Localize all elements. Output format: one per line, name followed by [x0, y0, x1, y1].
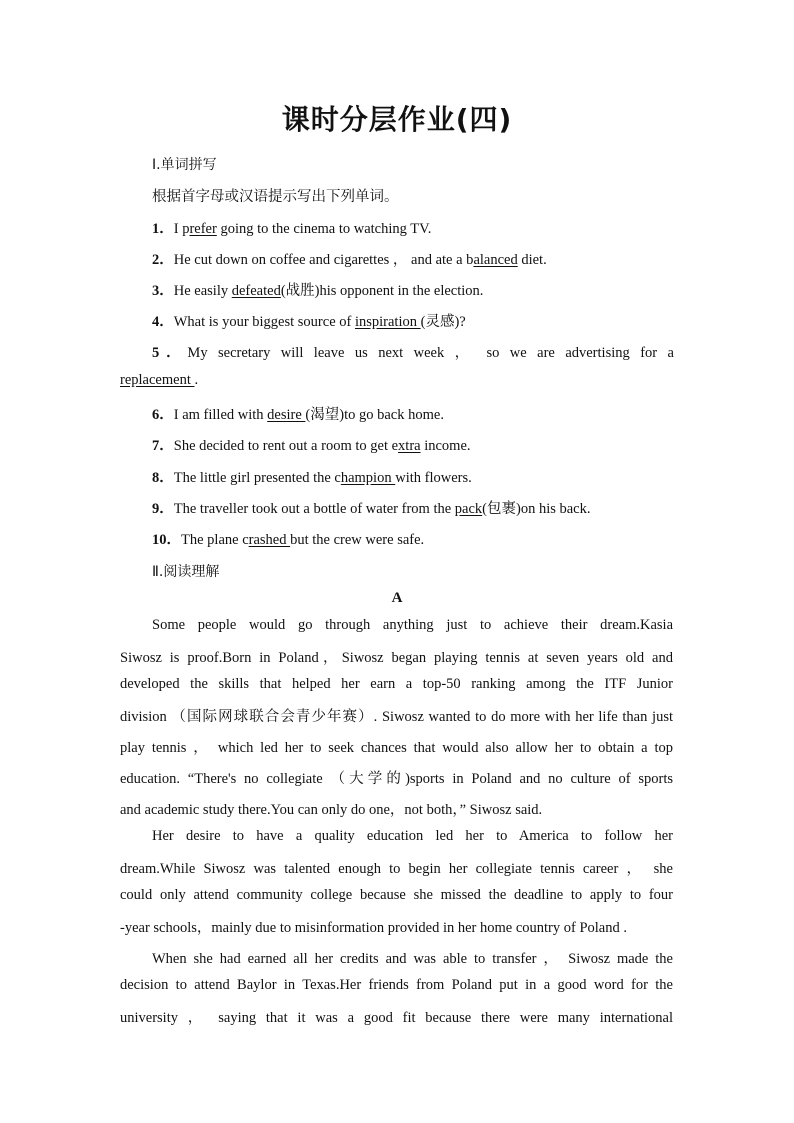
item-number: 4．	[152, 314, 174, 330]
item-text-tail: (渴望)to go back home.	[305, 407, 444, 423]
passage-line: Some people would go through anything just to achieve their dream.Kasia	[152, 617, 673, 633]
passage-line: university ， saying that it was a good fit because there were many international	[120, 1010, 673, 1026]
item-text: She decided to rent out a room to get e	[173, 438, 399, 454]
passage-label: A	[391, 590, 403, 606]
passage-line: division （国际网球联合会青少年赛）. Siwosz wanted to do more with her life than just	[120, 709, 673, 725]
item-answer: pack	[454, 501, 483, 517]
section1-heading: Ⅰ.单词拼写	[152, 157, 217, 173]
item-text: He cut down on coffee and cigarettes ， and ate a b	[173, 252, 474, 268]
vocab-item	[152, 466, 472, 487]
vocab-item	[152, 217, 431, 238]
item-text: The plane c	[181, 532, 249, 548]
item-text: What is your biggest source of	[173, 314, 355, 330]
item-text-tail: (灵感)?	[420, 314, 466, 330]
item-answer: alanced	[473, 252, 518, 268]
item-answer: desire	[267, 407, 306, 423]
item-number: 1．	[152, 221, 174, 237]
item-text-tail: income.	[420, 438, 471, 454]
section1-instruction: 根据首字母或汉语提示写出下列单词。	[152, 189, 399, 205]
item-number: 9．	[152, 501, 174, 517]
item-number: 7．	[152, 438, 174, 454]
passage-line: dream.While Siwosz was talented enough to begin her collegiate tennis career ， she	[120, 861, 673, 877]
item-number: 3．	[152, 283, 174, 299]
item-answer: refer	[189, 221, 217, 237]
item-number: 8．	[152, 470, 174, 486]
item-text-tail: with flowers.	[395, 470, 472, 486]
passage-line: When she had earned all her credits and was able to transfer ， Siwosz made the	[152, 951, 673, 967]
item-text-tail: but the crew were safe.	[290, 532, 425, 548]
item-text-tail: (包裹)on his back.	[482, 501, 591, 517]
item-number: 2．	[152, 252, 174, 268]
item-answer: hampion	[340, 470, 396, 486]
passage-line: decision to attend Baylor in Texas.Her friends from Poland put in a good word for the	[120, 977, 673, 993]
section2-heading: Ⅱ.阅读理解	[152, 564, 220, 580]
vocab-item	[152, 497, 591, 518]
passage-line: Siwosz is proof.Born in Poland，Siwosz began playing tennis at seven years old and	[120, 650, 673, 666]
item-text: He easily	[173, 283, 232, 299]
vocab-item	[152, 528, 424, 549]
item-text: I am filled with	[173, 407, 268, 423]
passage-line: play tennis ， which led her to seek chances that would also allow her to obtain a top	[120, 740, 673, 756]
vocab-item	[152, 310, 466, 331]
passage-line: and academic study there.You can only do one，not both，” Siwosz said.	[120, 802, 543, 818]
vocab-item	[152, 341, 674, 362]
passage-line: Her desire to have a quality education led her to America to follow her	[152, 828, 673, 844]
item-text-tail: (战胜)his opponent in the election.	[280, 283, 484, 299]
item-text: The little girl presented the c	[173, 470, 341, 486]
vocab-item	[120, 372, 198, 389]
item-answer: rashed	[248, 532, 291, 548]
vocab-item	[152, 403, 444, 424]
item-answer: defeated	[231, 283, 281, 299]
vocab-item	[152, 434, 471, 455]
vocab-item	[152, 248, 547, 269]
item-number: 6．	[152, 407, 174, 423]
item-text-tail: diet.	[517, 252, 547, 268]
item-number: 5．	[152, 345, 188, 361]
page-title: 课时分层作业(四)	[281, 103, 513, 136]
item-answer: replacement	[120, 372, 195, 388]
item-number: 10．	[152, 532, 181, 548]
item-text-tail: going to the cinema to watching TV.	[216, 221, 432, 237]
item-text-tail: .	[194, 372, 199, 388]
item-answer: xtra	[398, 438, 421, 454]
item-text: I p	[173, 221, 190, 237]
passage-line: could only attend community college because she missed the deadline to apply to four	[120, 887, 673, 903]
passage-line: developed the skills that helped her earn a top-50 ranking among the ITF Junior	[120, 676, 673, 692]
item-text: The traveller took out a bottle of water from the	[173, 501, 455, 517]
item-text: My secretary will leave us next week ， so we are advertising for a	[187, 345, 674, 361]
passage-line: education. “There's no collegiate （大学的)sports in Poland and no culture of sports	[120, 771, 673, 787]
vocab-item	[152, 279, 483, 300]
item-answer: inspiration	[354, 314, 421, 330]
passage-line: -year schools，mainly due to misinformation provided in her home country of Poland .	[120, 920, 627, 936]
